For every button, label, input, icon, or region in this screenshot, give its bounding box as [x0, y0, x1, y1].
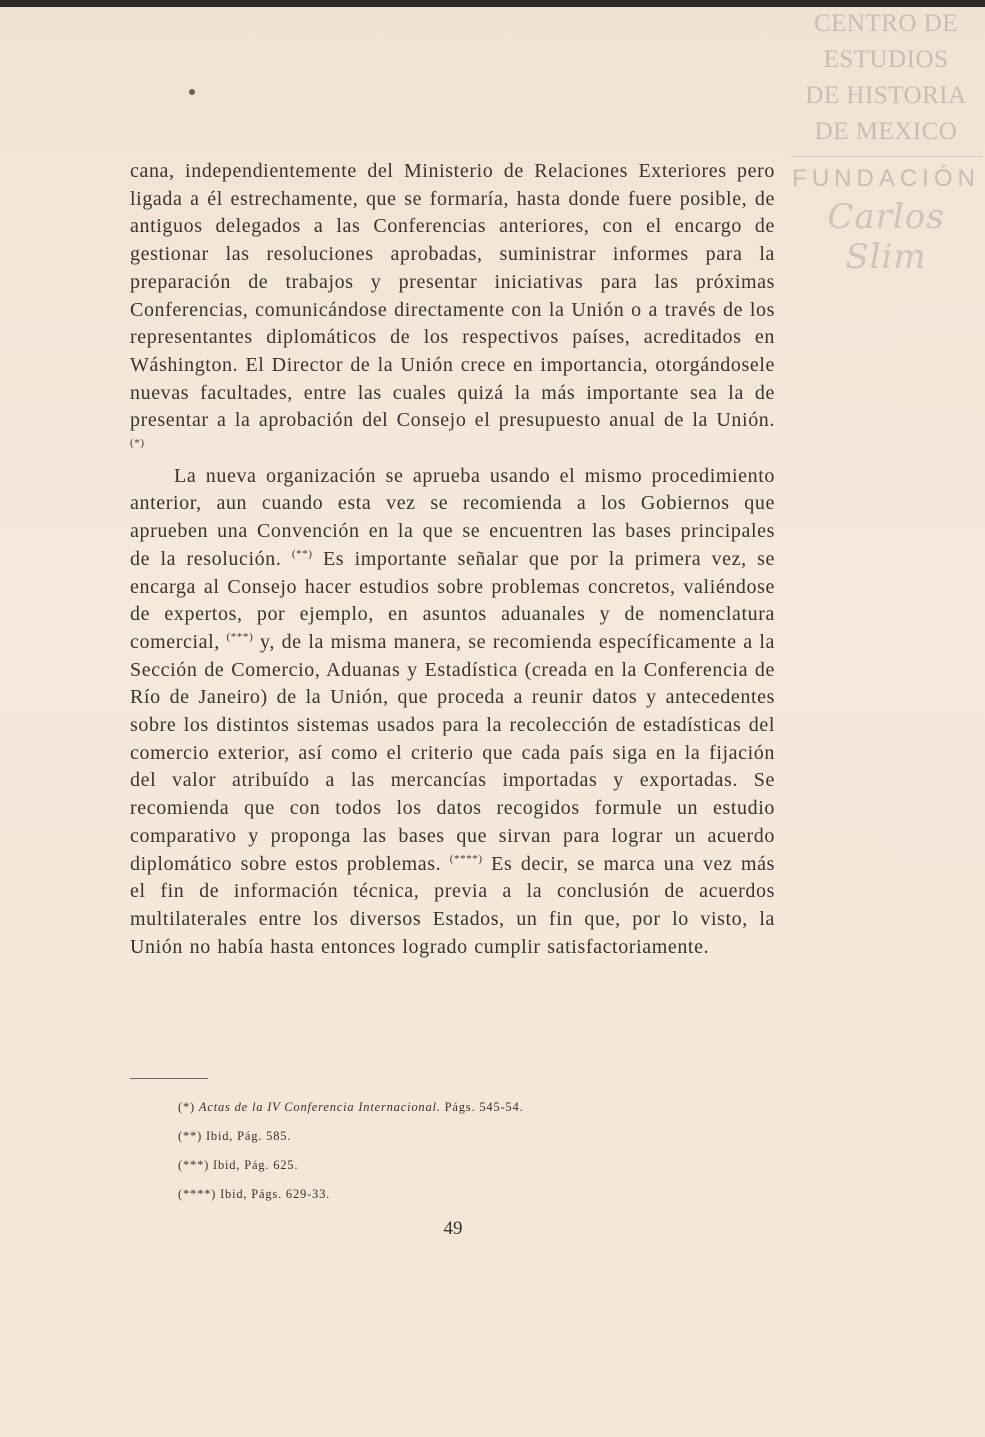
ink-speck: [189, 89, 195, 95]
watermark-line: DE MEXICO: [814, 118, 958, 145]
footnote-text: Ibid, Págs. 629-33.: [220, 1187, 331, 1201]
watermark-line: DE HISTORIA: [805, 82, 967, 109]
watermark-signature: Carlos Slim: [827, 197, 945, 277]
footnote-ref-4: (****): [449, 852, 483, 865]
footnotes: [178, 1093, 523, 1209]
watermark-line: CENTRO DE: [813, 10, 959, 37]
paragraph-2-text-c: y, de la misma manera, se recomienda específicamente a la Sección de Comercio, Aduanas y Estadística (creada en la Conferencia de Río de Janeiro) de la Unión, que proceda a reunir datos y antecedentes sobre los distintos sistemas usados para la recolección de estadísticas del comercio exterior, así como el criterio que cada país siga en la fijación del valor atribuído a las mercancías importadas y exportadas. Se recomienda que con todos los datos recogidos formule un estudio comparativo y proponga las bases que sirvan para lograr un acuerdo diplomático sobre estos problemas.: [130, 630, 776, 875]
footnote-ref-3: (***): [226, 630, 254, 643]
footnote-ref-1: (*): [130, 437, 145, 450]
paragraph-2-text-a: La nueva organización se aprueba usando el mismo procedimiento anterior, aun cuando esta vez se recomienda a los Gobiernos que aprueben una Convención en la que se encuentren las bases principales de la resolución.: [130, 464, 775, 570]
paragraph-2-text-d: Es decir, se marca una vez más el fin de información técnica, previa a la conclusión de acuerdos multilaterales entre los diversos Estados, un fin que, por lo visto, la Unión no había hasta entonces logrado cumplir satisfactoriamente.: [130, 852, 776, 958]
footnote-item: [178, 1093, 523, 1122]
footnote-text: Págs. 545-54.: [444, 1100, 524, 1114]
paragraph-2: [130, 463, 775, 962]
footnote-text: Ibid, Pág. 585.: [205, 1129, 292, 1143]
footnote-ref-2: (**): [291, 547, 313, 560]
archive-watermark: [790, 6, 982, 277]
footnote-rule: [130, 1078, 208, 1079]
watermark-foundation: FUNDACIÓN: [792, 165, 980, 192]
footnote-mark: (****): [178, 1187, 217, 1201]
footnote-item: [178, 1122, 523, 1151]
footnote-item: [178, 1180, 523, 1209]
paragraph-1: [130, 158, 775, 463]
watermark-divider: [790, 156, 982, 157]
footnote-mark: (**): [178, 1129, 203, 1143]
watermark-line: ESTUDIOS: [823, 46, 949, 73]
page-number: 49: [443, 1218, 463, 1239]
footnote-mark: (*): [178, 1100, 195, 1114]
paragraph-1-text: cana, independientemente del Ministerio de Relaciones Exteriores pero ligada a él estrechamente, que se formaría, hasta donde fuere posible, de antiguos delegados a las Conferencias anteriores, con el encargo de gestionar las resoluciones aprobadas, suministrar informes para la preparación de trabajos y presentar iniciativas para las próximas Conferencias, comunicándose directamente con la Unión o a través de los representantes diplomáticos de los respectivos países, acreditados en Wáshington. El Director de la Unión crece en importancia, otorgándosele nuevas facultades, entre las cuales quizá la más importante sea la de presentar a la aprobación del Consejo el presupuesto anual de la Unión.: [130, 160, 775, 432]
footnote-mark: (***): [178, 1158, 210, 1172]
footnote-title: Actas de la IV Conferencia Internacional.: [198, 1100, 441, 1114]
footnote-text: Ibid, Pág. 625.: [213, 1158, 299, 1172]
body-text: [130, 158, 775, 961]
footnote-item: [178, 1151, 523, 1180]
paragraph-2-text-b: Es importante señalar que por la primera vez, se encarga al Consejo hacer estudios sobre problemas concretos, valiéndose de expertos, por ejemplo, en asuntos aduanales y de nomenclatura comercial,: [130, 547, 775, 653]
